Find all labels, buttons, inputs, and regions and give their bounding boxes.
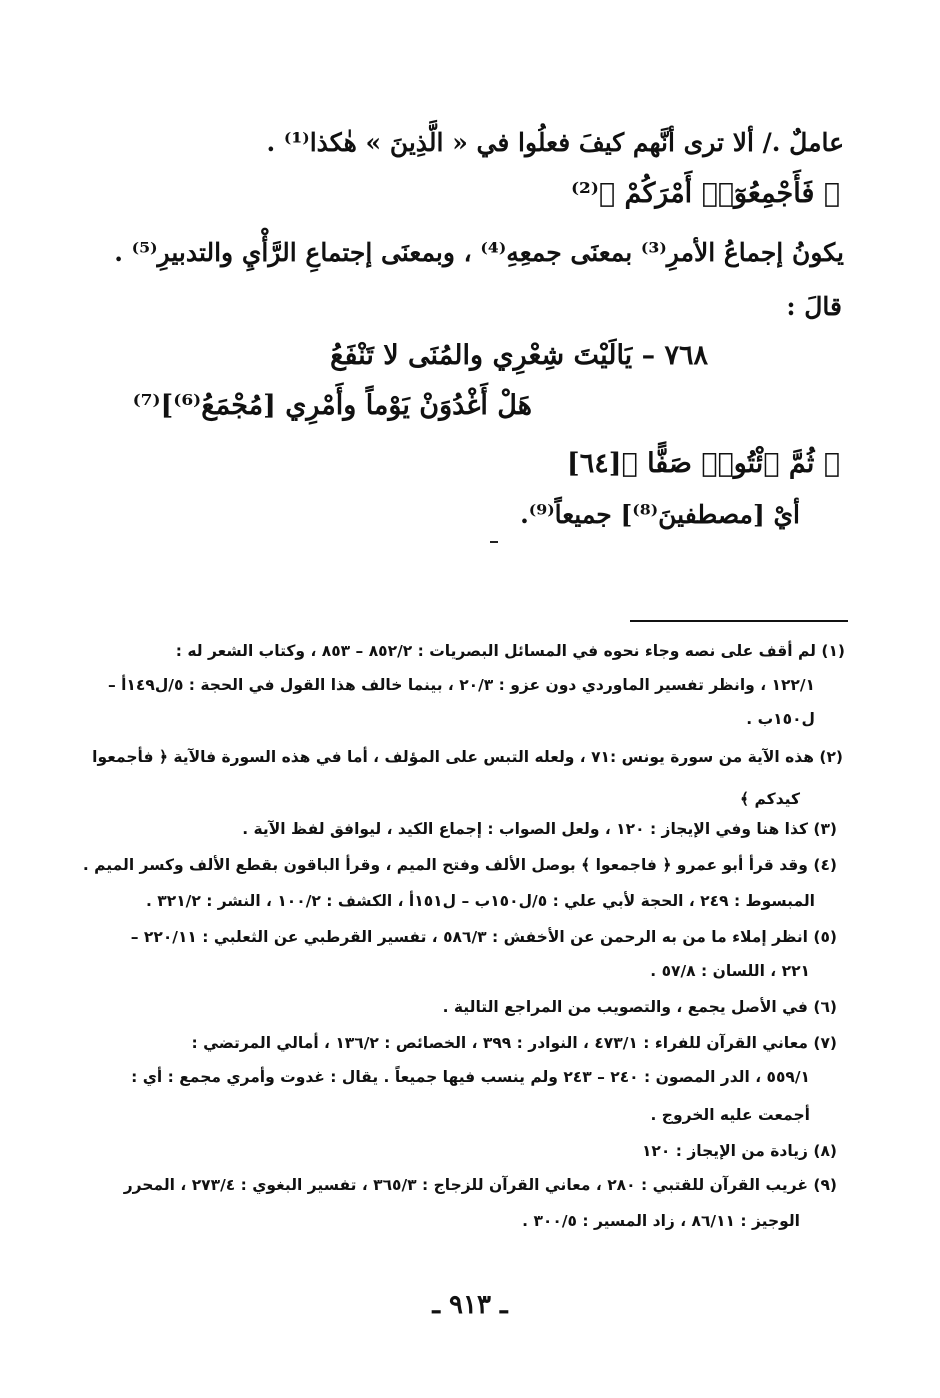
footnote-line: (٦) في الأصل يجمع ، والتصويب من المراجع التالية . — [442, 998, 837, 1016]
footnote-separator — [630, 620, 848, 622]
body-line-1: عاملٌ ./ ألا ترى أنَّهم كيفَ فعلُوا في « الَّذِينَ » هٰكذا⁽¹⁾ . — [266, 128, 844, 157]
footnote-line: (٩) غريب القرآن للقتبي : ٢٨٠ ، معاني القرآن للزجاج : ٣٦٥/٣ ، تفسير البغوي : ٢٧٣/٤ ، المحرر — [123, 1176, 837, 1194]
footnote-line: ل١٥٠ب . — [746, 710, 815, 728]
body-line-3: قالَ : — [786, 292, 842, 321]
poem-verse-line-1: ٧٦٨ – يَالَيْتَ شِعْرِي والمُنَى لا تَنْفَعُ — [330, 340, 708, 371]
footnote-line: أجمعت عليه الخروج . — [650, 1106, 810, 1124]
footnote-line: (٤) وقد قرأ أبو عمرو ﴿ فاجمعوا ﴾ بوصل الألف وفتح الميم ، وقرأ الباقون بقطع الألف وكسر الميم . — [82, 856, 837, 874]
footnote-line: (١) لم أقف على نصه وجاء نحوه في المسائل البصريات : ٨٥٢/٢ – ٨٥٣ ، وكتاب الشعر له : — [175, 642, 845, 660]
quran-verse-1: ﴿ فَأَجْمِعُوٓا۟ أَمْرَكُمْ ﴾⁽²⁾ — [570, 178, 840, 209]
stray-mark — [490, 541, 498, 543]
footnote-line: (٥) انظر إملاء ما من به الرحمن عن الأخفش : ٥٨٦/٣ ، تفسير القرطبي عن الثعلبي : ٢٢٠/١١ – — [130, 928, 837, 946]
page-number: ـ ٩١٣ ـ — [432, 1290, 508, 1320]
footnote-line: ٥٥٩/١ ، الدر المصون : ٢٤٠ – ٢٤٣ ولم ينسب فيها جميعاً . يقال : غدوت وأمري مجمع : أي : — [131, 1068, 810, 1086]
footnote-line: ٢٢١ ، اللسان : ٥٧/٨ . — [650, 962, 810, 980]
body-line-2: يكونُ إجماعُ الأمرِ⁽³⁾ بمعنَى جمعِهِ⁽⁴⁾ ، وبمعنَى إجتماعِ الرَّأْيِ والتدبيرِ⁽⁵⁾ . — [114, 238, 844, 267]
footnote-line: ١٢٢/١ ، وانظر تفسير الماوردي دون عزو : ٢٠/٣ ، بينما خالف هذا القول في الحجة : ٥/ل١٤٩أ – — [107, 676, 815, 694]
footnote-line: (٧) معاني القرآن للفراء : ٤٧٣/١ ، النوادر : ٣٩٩ ، الخصائص : ١٣٦/٢ ، أمالي المرتضي : — [191, 1034, 837, 1052]
poem-verse-line-2: هَلْ أَغْدُوَنْ يَوْماً وأَمْرِي [مُجْمَعُ⁽⁶⁾]⁽⁷⁾ — [132, 390, 532, 421]
footnote-line: (٢) هذه الآية من سورة يونس :٧١ ، ولعله التبس على المؤلف ، أما في هذه السورة فالآية ﴿ فأجمعوا — [92, 748, 843, 766]
footnote-line: كيدكم ﴾ — [740, 790, 800, 808]
quran-verse-2: ﴿ ثُمَّ ٱئْتُوا۟ صَفًّا ﴾[٦٤] — [566, 448, 840, 479]
footnote-line: (٣) كذا هنا وفي الإيجاز : ١٢٠ ، ولعل الصواب : إجماع الكيد ، ليوافق لفظ الآية . — [242, 820, 837, 838]
footnote-line: المبسوط : ٢٤٩ ، الحجة لأبي علي : ٥/ل١٥٠ب – ل١٥١أ ، الكشف : ١٠٠/٢ ، النشر : ٣٢١/٢ . — [145, 892, 815, 910]
footnote-line: الوجيز : ٨٦/١١ ، زاد المسير : ٣٠٠/٥ . — [522, 1212, 800, 1230]
footnote-line: (٨) زيادة من الإيجاز : ١٢٠ — [641, 1142, 837, 1160]
body-line-4: أيْ [مصطفينَ⁽⁸⁾] جميعاً⁽⁹⁾. — [520, 500, 800, 529]
